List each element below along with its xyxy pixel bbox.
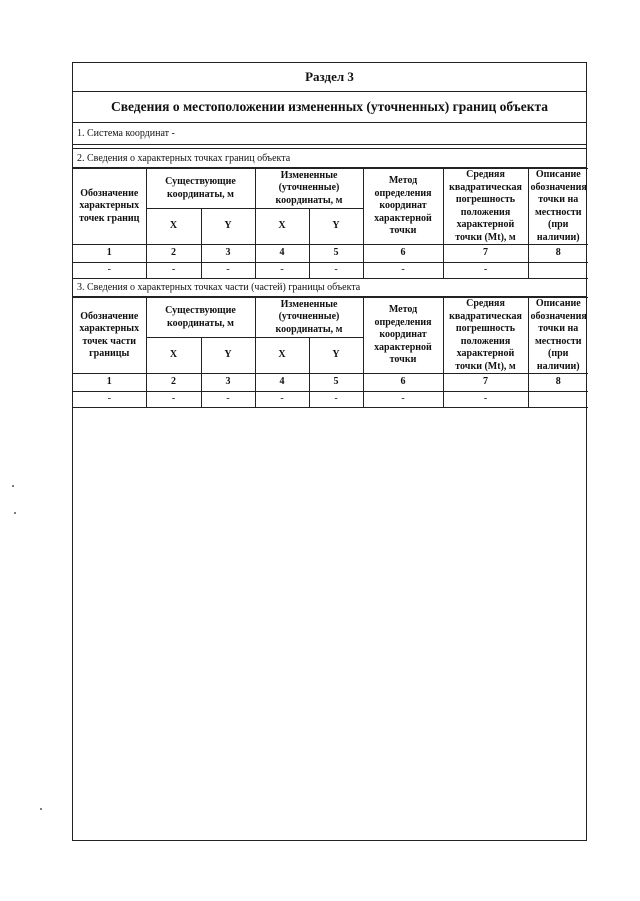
table-cell: - (443, 263, 528, 279)
header-designation: Обозначение характерных точек части границы (73, 298, 146, 374)
table-cell: - (73, 263, 146, 279)
table2-caption: 3. Сведения о характерных точках части (частей) границы объекта (73, 279, 586, 297)
table-cell: - (309, 392, 363, 408)
header-existing-coordinates: Существующие координаты, м (146, 169, 255, 209)
header-error: Средняя квадратическая погрешность положения характерной точки (Mt), м (443, 169, 528, 245)
scan-speck (40, 808, 42, 810)
header-changed-y: Y (309, 338, 363, 374)
section-subtitle: Сведения о местоположении измененных (уточненных) границ объекта (73, 92, 586, 123)
header-method: Метод определения координат характерной точки (363, 169, 443, 245)
header-method: Метод определения координат характерной точки (363, 298, 443, 374)
header-existing-y: Y (201, 338, 255, 374)
table1-caption: 2. Сведения о характерных точках границ объекта (73, 149, 586, 168)
table-cell: - (201, 392, 255, 408)
header-designation: Обозначение характерных точек границ (73, 169, 146, 245)
table-cell: - (255, 263, 309, 279)
header-existing-coordinates: Существующие координаты, м (146, 298, 255, 338)
table-row (73, 392, 588, 408)
column-number: 7 (443, 245, 528, 263)
table-cell: - (146, 263, 201, 279)
column-number: 1 (73, 374, 146, 392)
coordinate-system-line: 1. Система координат - (73, 123, 586, 145)
header-existing-x: X (146, 338, 201, 374)
table-cell (528, 392, 588, 408)
header-changed-x: X (255, 209, 309, 245)
part-boundary-points-table (73, 297, 588, 408)
column-number: 8 (528, 374, 588, 392)
table-cell: - (443, 392, 528, 408)
column-number: 1 (73, 245, 146, 263)
table-cell: - (201, 263, 255, 279)
column-number: 7 (443, 374, 528, 392)
column-number-row (73, 245, 588, 263)
header-changed-x: X (255, 338, 309, 374)
column-number: 4 (255, 374, 309, 392)
header-changed-y: Y (309, 209, 363, 245)
table-cell: - (255, 392, 309, 408)
header-changed-coordinates: Измененные (уточненные) координаты, м (255, 298, 363, 338)
characteristic-points-table (73, 168, 588, 279)
table-cell: - (73, 392, 146, 408)
header-description: Описание обозначения точки на местности (при наличии) (528, 169, 588, 245)
table-row (73, 263, 588, 279)
header-existing-y: Y (201, 209, 255, 245)
table-cell: - (309, 263, 363, 279)
column-number: 5 (309, 245, 363, 263)
column-number: 5 (309, 374, 363, 392)
column-number-row (73, 374, 588, 392)
header-changed-coordinates: Измененные (уточненные) координаты, м (255, 169, 363, 209)
table-cell: - (363, 263, 443, 279)
column-number: 6 (363, 245, 443, 263)
scan-speck (12, 485, 14, 487)
header-existing-x: X (146, 209, 201, 245)
section-title: Раздел 3 (73, 63, 586, 92)
column-number: 2 (146, 374, 201, 392)
column-number: 8 (528, 245, 588, 263)
scan-speck (14, 512, 16, 514)
column-number: 4 (255, 245, 309, 263)
header-error: Средняя квадратическая погрешность положения характерной точки (Mt), м (443, 298, 528, 374)
column-number: 3 (201, 374, 255, 392)
table-cell (528, 263, 588, 279)
column-number: 2 (146, 245, 201, 263)
column-number: 6 (363, 374, 443, 392)
header-description: Описание обозначения точки на местности (при наличии) (528, 298, 588, 374)
table-cell: - (363, 392, 443, 408)
document-frame (72, 62, 587, 841)
table-cell: - (146, 392, 201, 408)
column-number: 3 (201, 245, 255, 263)
